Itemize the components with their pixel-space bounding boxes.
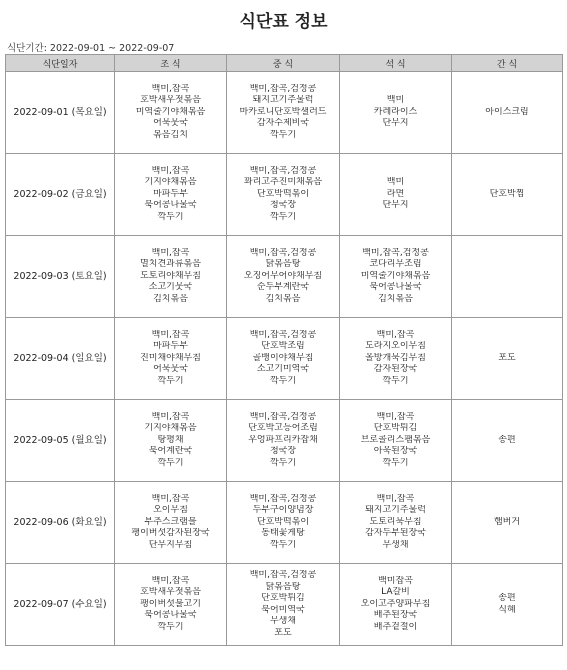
cell-snack (452, 318, 563, 400)
meal-date: 2022-09-02 (금요일) (6, 154, 115, 236)
menu-item: 도토리야채무침 (140, 270, 201, 281)
menu-item: 진미채야채무침 (140, 352, 201, 363)
menu-item: 올방개묵김무침 (365, 352, 426, 363)
menu-item: 닭볶음탕 (265, 259, 301, 270)
menu-item: 백미,잡곡 (151, 329, 190, 340)
menu-item: 소고기뭇국 (148, 282, 193, 293)
menu-item: 단호박고등어조림 (248, 423, 318, 434)
menu-item: 깍두기 (382, 375, 409, 386)
meal-date: 2022-09-05 (월요일) (6, 400, 115, 482)
menu-item: 탕평채 (157, 434, 184, 445)
menu-item: 기지야채볶음 (144, 177, 197, 188)
menu-item: 미역줄기야채볶음 (360, 270, 431, 281)
menu-item: LA갈비 (381, 587, 410, 598)
menu-item: 부추스크램블 (144, 516, 197, 527)
cell-lunch (227, 236, 340, 318)
menu-item: 백미,잡곡 (151, 165, 190, 176)
menu-item: 백미,잡곡 (151, 575, 190, 586)
table-row (6, 318, 563, 400)
menu-item: 백미,잡곡,검정콩 (249, 247, 317, 258)
meal-period: 식단기간: 2022-09-01 ~ 2022-09-07 (7, 43, 175, 54)
menu-item: 단호박튀김 (261, 593, 305, 603)
menu-item: 카레라이스 (373, 106, 418, 117)
menu-item: 라면 (386, 188, 405, 199)
meal-date: 2022-09-03 (토요일) (6, 236, 115, 318)
menu-item: 백미,잡곡,검정콩 (249, 493, 317, 504)
meal-date: 2022-09-06 (화요일) (6, 482, 115, 564)
menu-item: 단호박조림 (261, 341, 305, 352)
menu-item: 깍두기 (269, 211, 297, 222)
header-snack: 간 식 (452, 55, 563, 72)
menu-item: 깍두기 (157, 211, 184, 222)
cell-breakfast (115, 318, 227, 400)
menu-item: 북어콩나물국 (369, 282, 422, 293)
menu-item: 단호박찜 (489, 188, 525, 199)
cell-snack (452, 236, 563, 318)
cell-dinner (340, 400, 452, 482)
menu-item: 백미 (386, 177, 405, 188)
menu-item: 감자두부된장국 (365, 528, 426, 539)
meal-table (5, 54, 563, 646)
menu-item: 청국장 (269, 446, 297, 457)
cell-dinner (340, 564, 452, 646)
menu-item: 북어계란국 (148, 446, 193, 457)
menu-item: 어묵뭇국 (153, 364, 188, 375)
meal-date: 2022-09-01 (목요일) (6, 72, 115, 154)
menu-item: 오이고추양파무침 (360, 598, 431, 609)
menu-item: 북어콩나물국 (144, 200, 197, 211)
menu-item: 깍두기 (157, 375, 184, 386)
cell-lunch (227, 154, 340, 236)
cell-snack (452, 482, 563, 564)
menu-item: 백미 (386, 95, 405, 106)
menu-item: 무생채 (269, 616, 297, 626)
menu-item: 무생채 (382, 539, 409, 550)
cell-dinner (340, 482, 452, 564)
cell-dinner (340, 236, 452, 318)
cell-lunch (227, 400, 340, 482)
menu-item: 오이무침 (153, 505, 188, 516)
cell-snack (452, 154, 563, 236)
menu-item: 깍두기 (382, 457, 409, 468)
cell-breakfast (115, 564, 227, 646)
menu-item: 볶음김치 (153, 129, 188, 140)
cell-lunch (227, 318, 340, 400)
menu-item: 코다리무조림 (369, 259, 422, 270)
menu-item: 도라지오이무침 (365, 341, 426, 352)
menu-item: 마파두부 (153, 341, 188, 352)
menu-item: 백미,잡곡,검정콩 (249, 83, 317, 94)
menu-item: 백미,잡곡 (151, 411, 190, 422)
cell-breakfast (115, 236, 227, 318)
menu-item: 백미,잡곡,검정콩 (249, 411, 317, 422)
cell-snack (452, 564, 563, 646)
header-breakfast: 조 식 (115, 55, 227, 72)
header-lunch: 중 식 (227, 55, 340, 72)
menu-item: 포도 (498, 352, 516, 363)
menu-item: 백미,잡곡,검정콩 (249, 165, 317, 176)
menu-item: 백미잡곡 (378, 575, 413, 586)
header-date: 식단일자 (6, 55, 115, 72)
menu-item: 기지야채볶음 (144, 423, 197, 434)
menu-item: 호박새우젓볶음 (140, 587, 201, 598)
menu-item: 백미,잡곡 (376, 329, 415, 340)
menu-item: 김치볶음 (378, 293, 413, 304)
cell-lunch (227, 564, 340, 646)
menu-item: 오징어무어야채무침 (243, 270, 323, 281)
menu-item: 백미,잡곡,검정콩 (249, 329, 317, 340)
menu-item: 동태꽃게탕 (261, 528, 305, 539)
table-row (6, 400, 563, 482)
menu-item: 꽈리고추진미채볶음 (243, 177, 323, 188)
menu-item: 백미,잡곡,검정콩 (362, 247, 429, 258)
menu-item: 팽이버섯불고기 (140, 598, 201, 609)
menu-item: 백미,잡곡 (151, 247, 190, 258)
meal-date: 2022-09-04 (일요일) (6, 318, 115, 400)
cell-dinner (340, 154, 452, 236)
meal-date: 2022-09-07 (수요일) (6, 564, 115, 646)
table-body (6, 72, 563, 646)
menu-item: 멸치견과류볶음 (140, 259, 201, 270)
table-row (6, 482, 563, 564)
menu-item: 백미,잡곡 (376, 411, 415, 422)
cell-dinner (340, 318, 452, 400)
menu-item: 골뱅이야채무침 (252, 352, 314, 363)
table-row (6, 154, 563, 236)
menu-item: 순두부계란국 (256, 282, 310, 293)
menu-item: 김치볶음 (265, 293, 301, 304)
menu-item: 브로콜리스팸볶음 (360, 434, 431, 445)
menu-item: 어묵뭇국 (153, 118, 188, 129)
menu-item: 햄버거 (493, 516, 521, 527)
menu-item: 도토리묵무침 (369, 516, 422, 527)
menu-item: 백미,잡곡,검정콩 (249, 570, 317, 580)
cell-lunch (227, 482, 340, 564)
menu-item: 배추된장국 (373, 610, 418, 621)
menu-item: 단호박떡볶이 (256, 516, 310, 527)
menu-item: 돼지고기주물럭 (365, 505, 426, 516)
menu-item: 북어콩나물국 (144, 610, 197, 621)
menu-item: 김치볶음 (153, 293, 188, 304)
menu-item: 팽이버섯감자된장국 (131, 528, 210, 539)
menu-item: 소고기미역국 (256, 364, 310, 375)
menu-item: 북어미역국 (261, 604, 305, 615)
menu-item: 백미,잡곡 (151, 83, 190, 94)
page-title: 식단표 정보 (239, 12, 328, 32)
menu-item: 식혜 (498, 604, 516, 615)
menu-item: 닭볶음탕 (265, 581, 301, 592)
menu-item: 깍두기 (269, 129, 297, 140)
menu-item: 단호박튀김 (373, 423, 418, 434)
menu-item: 돼지고기주물럭 (252, 95, 314, 106)
menu-item: 포도 (274, 627, 292, 638)
menu-item: 미역줄기야채볶음 (135, 106, 206, 117)
menu-item: 단무지 (382, 200, 409, 211)
menu-item: 깍두기 (269, 539, 297, 550)
table-row (6, 236, 563, 318)
menu-item: 우엉파프리카잡채 (248, 434, 318, 445)
menu-item: 마카로니단호박샐러드 (239, 106, 327, 117)
header-dinner: 석 식 (340, 55, 452, 72)
menu-item: 송편 (498, 434, 516, 445)
cell-breakfast (115, 482, 227, 564)
menu-item: 청국장 (269, 200, 297, 211)
cell-lunch (227, 72, 340, 154)
menu-item: 호박새우젓볶음 (140, 95, 201, 106)
menu-item: 아이스크림 (485, 106, 529, 117)
menu-item: 깍두기 (157, 621, 184, 632)
menu-item: 깍두기 (269, 375, 297, 386)
menu-item: 단무지무침 (148, 539, 193, 550)
menu-item: 배추겉절이 (373, 621, 418, 632)
menu-item: 단무지 (382, 118, 409, 129)
menu-item: 감자수제비국 (256, 118, 310, 129)
table-row (6, 72, 563, 154)
cell-dinner (340, 72, 452, 154)
menu-item: 깍두기 (269, 457, 297, 468)
menu-item: 두부구이양념장 (252, 505, 314, 516)
menu-item: 백미,잡곡 (376, 493, 415, 504)
table-header-row (6, 55, 563, 72)
cell-snack (452, 400, 563, 482)
menu-item: 마파두부 (153, 188, 188, 199)
table-row (6, 564, 563, 646)
menu-item: 단호박떡볶이 (256, 188, 310, 199)
menu-item: 아욱된장국 (373, 446, 418, 457)
menu-item: 감자된장국 (373, 364, 418, 375)
menu-item: 깍두기 (157, 457, 184, 468)
menu-item: 송편 (498, 593, 516, 603)
cell-snack (452, 72, 563, 154)
menu-item: 백미,잡곡 (151, 493, 190, 504)
cell-breakfast (115, 154, 227, 236)
cell-breakfast (115, 72, 227, 154)
cell-breakfast (115, 400, 227, 482)
